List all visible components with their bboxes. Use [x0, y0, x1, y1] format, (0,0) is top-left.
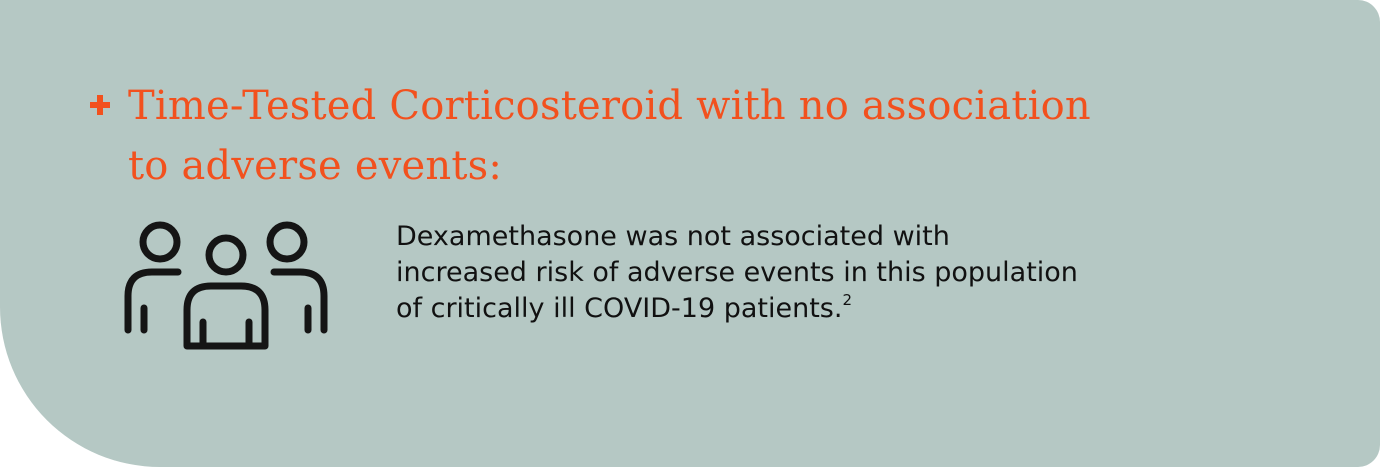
heading-line-2: to adverse events: [128, 143, 503, 189]
card-heading [90, 76, 1190, 196]
body-text [396, 219, 1296, 327]
body-line-1: Dexamethasone was not associated with [396, 221, 950, 252]
people-group-icon [120, 212, 332, 352]
body-line-3 [396, 291, 1296, 327]
footnote-reference: 2 [842, 291, 852, 309]
plus-icon [90, 95, 110, 115]
body-line-2: increased risk of adverse events in this population [396, 257, 1078, 288]
body-line-3-text: of critically ill COVID-19 patients. [396, 293, 843, 324]
heading-line-1: Time-Tested Corticosteroid with no association [128, 83, 1091, 129]
